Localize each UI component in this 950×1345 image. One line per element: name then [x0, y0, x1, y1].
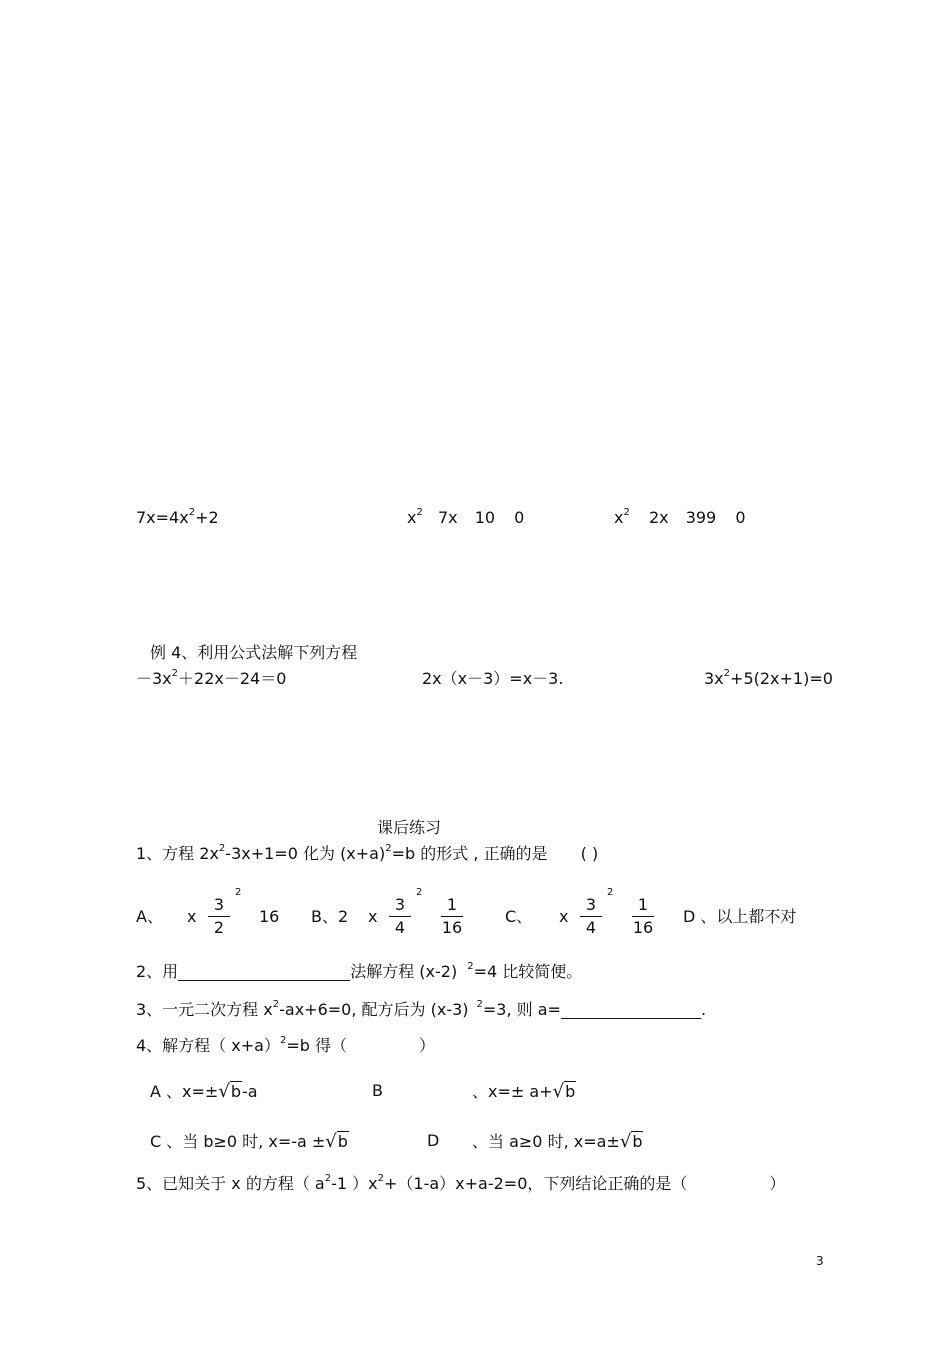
option-text: A 、x=±	[150, 1082, 219, 1101]
exponent: 2	[279, 1035, 287, 1046]
numerator: 3	[580, 897, 602, 917]
eq-text: x	[614, 508, 624, 527]
practice-title: 课后练习	[377, 818, 442, 837]
eq-text: 7x	[437, 508, 458, 527]
sqrt-symbol: √b	[552, 1081, 576, 1102]
q1-option-c-rhs-fraction	[632, 897, 654, 936]
eq-text: 0	[735, 508, 746, 527]
exponent: 2	[476, 999, 483, 1010]
q1-option-c-x: x	[559, 907, 569, 926]
denominator: 16	[632, 918, 654, 937]
radicand: b	[230, 1082, 241, 1101]
equation-x2-2x-399	[614, 507, 746, 527]
question-1	[136, 843, 599, 863]
answer-bracket[interactable]: ）	[418, 1036, 435, 1055]
eq-text: 0	[514, 508, 525, 527]
exponent: 2	[188, 507, 196, 518]
sqrt-symbol: √b	[619, 1131, 643, 1152]
option-text: -a	[241, 1082, 258, 1101]
q1-option-d-label[interactable]: D 、以上都不对	[683, 907, 797, 926]
eq-text: x	[407, 508, 417, 527]
eq-text: 2x	[648, 508, 669, 527]
option-text: 、x=± a+	[472, 1082, 553, 1101]
numerator: 3	[208, 897, 230, 917]
option-text: C 、当 b≥0 时, x=-a ±	[150, 1132, 326, 1151]
eq-text: +5(2x+1)=0	[730, 669, 833, 688]
page-number: 3	[816, 1254, 824, 1268]
answer-bracket[interactable]: ）	[769, 1174, 786, 1193]
q4-option-a[interactable]	[150, 1083, 258, 1101]
exponent: 2	[272, 999, 280, 1010]
answer-blank[interactable]	[178, 964, 350, 981]
q1-option-b-label[interactable]: B、2	[311, 907, 349, 926]
denominator: 4	[585, 918, 597, 937]
q-text: -ax+6=0, 配方后为 (x-3)	[279, 1000, 469, 1019]
question-4	[136, 1035, 435, 1055]
eq-text: +2	[195, 508, 219, 527]
q1-option-b-fraction	[389, 897, 411, 936]
q4-option-d[interactable]	[472, 1133, 643, 1151]
denominator: 2	[213, 918, 225, 937]
q-text: =3, 则 a=	[482, 1000, 561, 1019]
numerator: 1	[632, 897, 654, 917]
q-text: -1 ）x	[331, 1174, 378, 1193]
q-text: .	[700, 1000, 707, 1019]
eq-text: －3x	[136, 669, 172, 688]
exponent: 2	[607, 887, 614, 898]
q-text: 4、解方程（ x+a）	[136, 1036, 280, 1055]
q4-option-b[interactable]	[472, 1083, 576, 1101]
q-text: -3x+1=0 化为 (x+a)	[225, 844, 386, 863]
eq-text: 7x=4x	[136, 508, 189, 527]
eq-text: 3x	[704, 669, 724, 688]
radicand: b	[565, 1082, 576, 1101]
denominator: 4	[394, 918, 406, 937]
q4-option-c[interactable]	[150, 1133, 349, 1151]
exponent: 2	[324, 1173, 332, 1184]
numerator: 1	[441, 897, 463, 917]
question-3	[136, 999, 707, 1019]
example4-eq1	[136, 668, 287, 688]
exponent: 2	[171, 668, 179, 679]
answer-bracket[interactable]: ( )	[580, 844, 599, 863]
exponent: 2	[385, 843, 392, 854]
radicand: b	[632, 1132, 643, 1151]
q4-option-d-label[interactable]: D	[427, 1131, 440, 1150]
q1-option-b-rhs-fraction	[441, 897, 463, 936]
question-2	[136, 961, 583, 981]
sqrt-symbol: √b	[325, 1131, 348, 1152]
eq-text: ＋22x－24＝0	[178, 669, 287, 688]
q1-option-a-x: x	[187, 907, 197, 926]
q1-option-a-label[interactable]: A、	[136, 907, 163, 926]
exponent: 2	[416, 887, 423, 898]
option-text: 、当 a≥0 时, x=a±	[472, 1132, 620, 1151]
exponent: 2	[623, 507, 630, 518]
q-text: 3、一元二次方程 x	[136, 1000, 273, 1019]
denominator: 16	[441, 918, 463, 937]
q-text: 5、已知关于 x 的方程（ a	[136, 1174, 325, 1193]
sqrt-symbol: √b	[218, 1081, 241, 1102]
q4-option-b-label[interactable]: B	[372, 1081, 383, 1100]
example4-eq3	[704, 668, 833, 688]
exponent: 2	[235, 887, 242, 898]
answer-blank[interactable]	[561, 1002, 701, 1019]
equation-x2-7x-10	[407, 507, 525, 527]
q-text: =b 的形式 , 正确的是	[391, 844, 548, 863]
exponent: 2	[723, 668, 731, 679]
q-text: 2、用	[136, 962, 179, 981]
exponent: 2	[218, 843, 226, 854]
radicand: b	[337, 1132, 348, 1151]
exponent: 2	[377, 1173, 384, 1184]
exponent: 2	[416, 507, 423, 518]
eq-text: 10	[474, 508, 496, 527]
eq-text: 399	[685, 508, 717, 527]
q-text: =4 比较简便。	[473, 962, 583, 981]
question-5	[136, 1173, 786, 1193]
q-text: =b 得（	[286, 1036, 347, 1055]
q1-option-c-fraction	[580, 897, 602, 936]
q1-option-c-label[interactable]: C、	[505, 907, 533, 926]
example4-heading: 例 4、利用公式法解下列方程	[150, 643, 358, 662]
q-text: 1、方程 2x	[136, 844, 219, 863]
example4-eq2: 2x（x－3）=x－3.	[422, 669, 564, 688]
q-text: +（1-a）x+a-2=0，下列结论正确的是（	[383, 1174, 688, 1193]
q1-option-a-fraction	[208, 897, 230, 936]
q1-option-a-rhs: 16	[259, 907, 280, 926]
q-text: 法解方程 (x-2)	[350, 962, 458, 981]
q1-option-b-x: x	[368, 907, 378, 926]
equation-7x-4x2-2	[136, 507, 219, 527]
numerator: 3	[389, 897, 411, 917]
exponent: 2	[467, 961, 474, 972]
